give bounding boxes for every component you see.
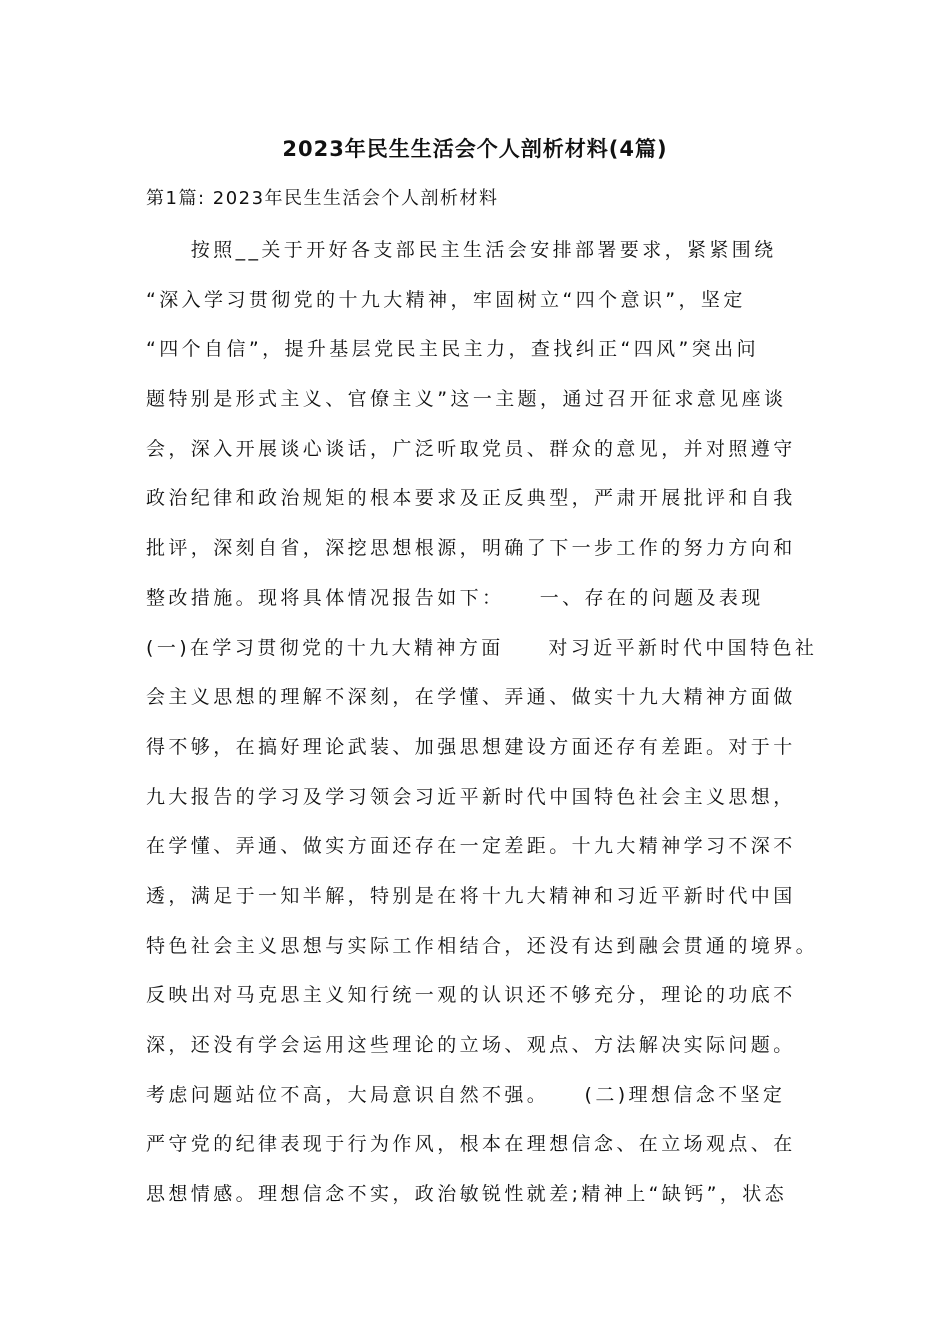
section-heading: 第1篇: 2023年民生生活会个人剖析材料 <box>146 188 499 209</box>
body-line: “四个自信”，提升基层党民主民主力，查找纠正“四风”突出问 <box>146 338 759 361</box>
body-line: 反映出对马克思主义知行统一观的认识还不够充分，理论的功底不 <box>146 984 796 1007</box>
body-line: 严守党的纪律表现于行为作风，根本在理想信念、在立场观点、在 <box>146 1133 796 1156</box>
body-line: 考虑问题站位不高，大局意识自然不强。 (二)理想信念不坚定 <box>146 1083 786 1106</box>
body-line: 深，还没有学会运用这些理论的立场、观点、方法解决实际问题。 <box>146 1034 796 1056</box>
body-line: 政治纪律和政治规矩的根本要求及正反典型，严肃开展批评和自我 <box>146 487 796 510</box>
body-line: 会，深入开展谈心谈话，广泛听取党员、群众的意见，并对照遵守 <box>146 437 796 460</box>
body-text <box>146 230 826 1224</box>
body-line: 批评，深刻自省，深挖思想根源，明确了下一步工作的努力方向和 <box>146 537 796 560</box>
body-line: 透，满足于一知半解，特别是在将十九大精神和习近平新时代中国 <box>146 884 796 907</box>
body-line: 整改措施。现将具体情况报告如下： 一、存在的问题及表现 <box>146 586 764 609</box>
body-line: 得不够，在搞好理论武装、加强思想建设方面还存有差距。对于十 <box>146 735 796 758</box>
body-line: 特色社会主义思想与实际工作相结合，还没有达到融会贯通的境界。 <box>146 934 819 957</box>
document-title: 2023年民生生活会个人剖析材料(4篇) <box>282 137 668 161</box>
body-line: (一)在学习贯彻党的十九大精神方面 对习近平新时代中国特色社 <box>146 636 818 659</box>
body-line: “深入学习贯彻党的十九大精神，牢固树立“四个意识”，坚定 <box>146 288 746 311</box>
body-line: 按照__关于开好各支部民主生活会安排部署要求，紧紧围绕 <box>146 239 777 261</box>
body-line: 思想情感。理想信念不实，政治敏锐性就差;精神上“缺钙”，状态 <box>146 1183 788 1206</box>
body-line: 会主义思想的理解不深刻，在学懂、弄通、做实十九大精神方面做 <box>146 686 796 709</box>
body-line: 九大报告的学习及学习领会习近平新时代中国特色社会主义思想， <box>146 785 796 808</box>
body-line: 题特别是形式主义、官僚主义”这一主题，通过召开征求意见座谈 <box>146 388 787 411</box>
body-line: 在学懂、弄通、做实方面还存在一定差距。十九大精神学习不深不 <box>146 835 796 858</box>
